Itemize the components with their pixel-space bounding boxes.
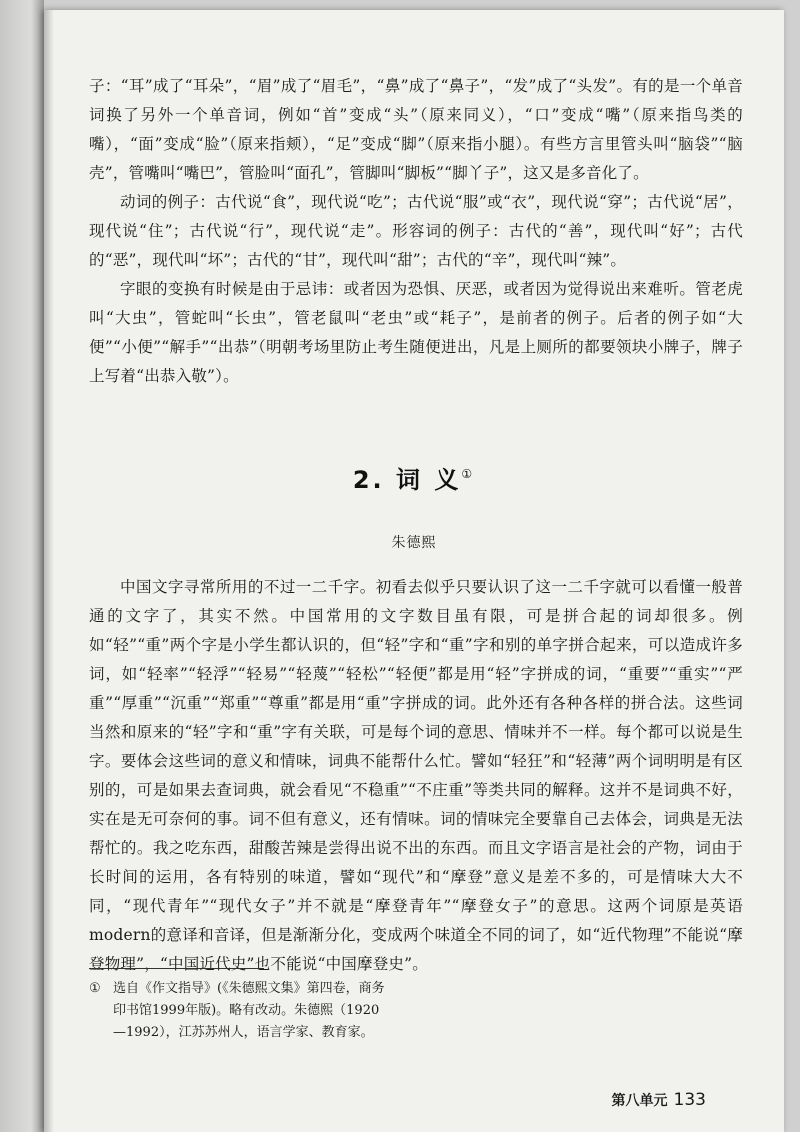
footnote-text: 选自《作文指导》(《朱德熙文集》第四卷，商务印书馆1999年版)。略有改动。朱德熙（1920—1992），江苏苏州人，语言学家、教育家。 — [113, 981, 385, 1040]
paragraph-taboo: 字眼的变换有时候是由于忌讳：或者因为恐惧、厌恶，或者因为觉得说出来难听。管老虎叫“大虫”，管蛇叫“长虫”，管老鼠叫“老虫”或“耗子”，是前者的例子。后者的例子如“大便”“小便”“解手”“出恭”（明朝考场里防止考生随便进出，凡是上厕所的都要领块小牌子，牌子上写着“出恭入敬”）。 — [89, 280, 743, 385]
author-name: 朱德熙 — [391, 535, 437, 551]
top-text-block — [89, 72, 743, 391]
paragraph-word-meaning: 中国文字寻常所用的不过一二千字。初看去似乎只要认识了这一二千字就可以看懂一般普通的文字了，其实不然。中国常用的文字数目虽有限，可是拼合起的词却很多。例如“轻”“重”两个字是小学生都认识的，但“轻”字和“重”字和别的单字拼合起来，可以造成许多词，如“轻率”“轻浮”“轻易”“轻蔑”“轻松”“轻便”都是用“轻”字拼成的词，“重要”“重实”“严重”“厚重”“沉重”“郑重”“尊重”都是用“重”字拼成的词。此外还有各种各样的拼合法。这些词当然和原来的“轻”字和“重”字有关联，可是每个词的意思、情味并不一样。每个都可以说是生字。要体会这些词的意义和情味，词典不能帮什么忙。譬如“轻狂”和“轻薄”两个词明明是有区别的，可是如果去查词典，就会看见“不稳重”“不庄重”等类共同的解释。这并不是词典不好，实在是无可奈何的事。词不但有意义，还有情味。词的情味完全要靠自己去体会，词典是无法帮忙的。我之吃东西，甜酸苦辣是尝得出说不出的东西。而且文字语言是社会的产物，词由于长时间的运用，各有特别的味道，譬如“现代”和“摩登”意义是差不多的，可是情味大大不同，“现代青年”“现代女子”并不就是“摩登青年”“摩登女子”的意思。这两个词原是英语modern的意译和音译，但是渐渐分化，变成两个味道全不同的词了，如“近代物理”不能说“摩登物理”，“中国近代史”也不能说“中国摩登史”。 — [89, 578, 743, 973]
footnote — [89, 978, 389, 1044]
paragraph-nouns: 子：“耳”成了“耳朵”，“眉”成了“眉毛”，“鼻”成了“鼻子”，“发”成了“头发”。有的是一个单音词换了另外一个单音词，例如“首”变成“头”（原来同义），“口”变成“嘴”（原来指鸟类的嘴），“面”变成“脸”（原来指颊），“足”变成“脚”（原来指小腿）。有些方言里管头叫“脑袋”“脑壳”，管嘴叫“嘴巴”，管脸叫“面孔”，管脚叫“脚板”“脚丫子”，这又是多音化了。 — [89, 77, 743, 182]
book-page — [44, 10, 784, 1132]
footnote-mark: ① — [89, 981, 101, 996]
book-left-edge — [0, 0, 44, 1132]
section-title — [44, 460, 784, 495]
main-text-block — [89, 573, 743, 979]
unit-label: 第八单元 — [611, 1093, 668, 1109]
paragraph-verbs-adjectives: 动词的例子：古代说“食”，现代说“吃”；古代说“服”或“衣”，现代说“穿”；古代说“居”，现代说“住”；古代说“行”，现代说“走”。形容词的例子：古代的“善”，现代叫“好”；古代的“恶”，现代叫“坏”；古代的“甘”，现代叫“甜”；古代的“辛”，现代叫“辣”。 — [89, 193, 743, 269]
footnote-reference: ① — [461, 467, 476, 481]
page-number: 133 — [673, 1090, 706, 1110]
footnote-divider — [89, 968, 264, 969]
section-title-text: 2. 词 义 — [352, 466, 462, 494]
page-footer — [612, 1090, 706, 1110]
